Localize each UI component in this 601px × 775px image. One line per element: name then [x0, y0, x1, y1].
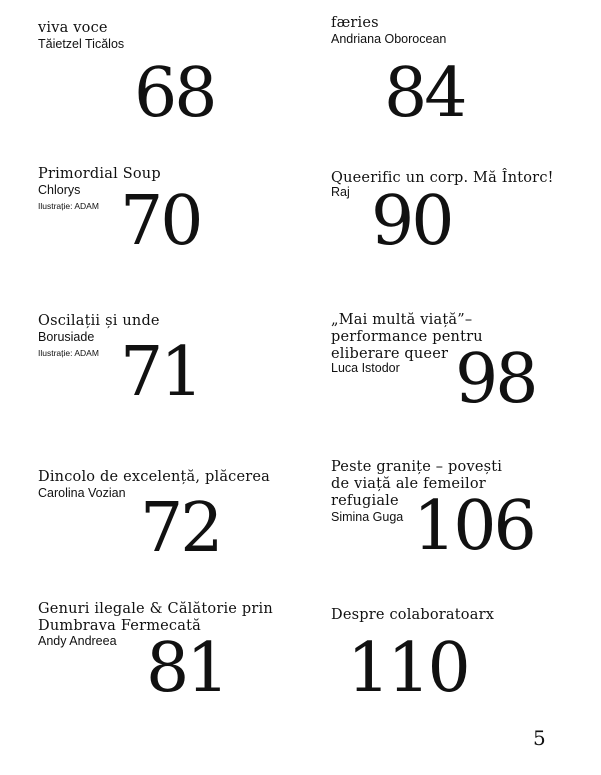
entry-author: Raj	[331, 185, 350, 199]
entry-page-number: 90	[371, 182, 452, 261]
entry-page-number: 98	[455, 340, 536, 419]
entry-title: Oscilații și unde	[38, 313, 160, 329]
entry-page-number: 70	[120, 182, 201, 261]
entry-title: Dincolo de excelență, plăcerea	[38, 469, 271, 485]
entry-illustration-credit: Ilustrație: ADAM	[38, 348, 99, 358]
toc-entry[interactable]	[331, 170, 601, 290]
entry-author: Tăietzel Ticălos	[38, 37, 125, 51]
entry-title: Queerific un corp. Mă Întorc!	[331, 170, 554, 186]
toc-entry[interactable]	[38, 469, 308, 589]
entry-author: Luca Istodor	[331, 361, 400, 375]
toc-entry[interactable]	[331, 607, 601, 727]
page-number: 5	[533, 726, 546, 750]
entry-author: Andriana Oborocean	[331, 32, 447, 46]
entry-page-number: 71	[120, 333, 201, 412]
toc-entry[interactable]	[38, 313, 308, 433]
entry-page-number: 68	[134, 54, 215, 133]
entry-title: Peste granițe – povești de viață ale femeilor refugiale	[331, 459, 503, 509]
entry-title: Genuri ilegale & Călătorie prin Dumbrava Fermecată	[38, 601, 273, 634]
entry-title: „Mai multă viață”– performance pentru eliberare queer	[331, 312, 483, 362]
entry-author: Borusiade	[38, 330, 95, 344]
toc-entry[interactable]	[331, 15, 601, 135]
toc-entry[interactable]	[38, 166, 308, 286]
toc-entry[interactable]	[331, 459, 601, 579]
entry-title: viva voce	[38, 20, 108, 36]
entry-page-number: 106	[413, 487, 534, 566]
entry-title: færies	[331, 15, 379, 31]
entry-page-number: 81	[146, 629, 227, 708]
entry-title: Despre colaboratoarx	[331, 607, 495, 623]
entry-page-number: 110	[347, 629, 468, 708]
entry-illustration-credit: Ilustrație: ADAM	[38, 201, 99, 211]
entry-title: Primordial Soup	[38, 166, 161, 182]
entry-author: Carolina Vozian	[38, 486, 126, 500]
toc-entry[interactable]	[331, 312, 601, 432]
entry-author: Simina Guga	[331, 510, 404, 524]
entry-page-number: 72	[140, 489, 221, 568]
toc-entry[interactable]	[38, 20, 308, 140]
entry-author: Andy Andreea	[38, 634, 117, 648]
entry-page-number: 84	[384, 54, 465, 133]
toc-entry[interactable]	[38, 601, 308, 721]
entry-author: Chlorys	[38, 183, 81, 197]
